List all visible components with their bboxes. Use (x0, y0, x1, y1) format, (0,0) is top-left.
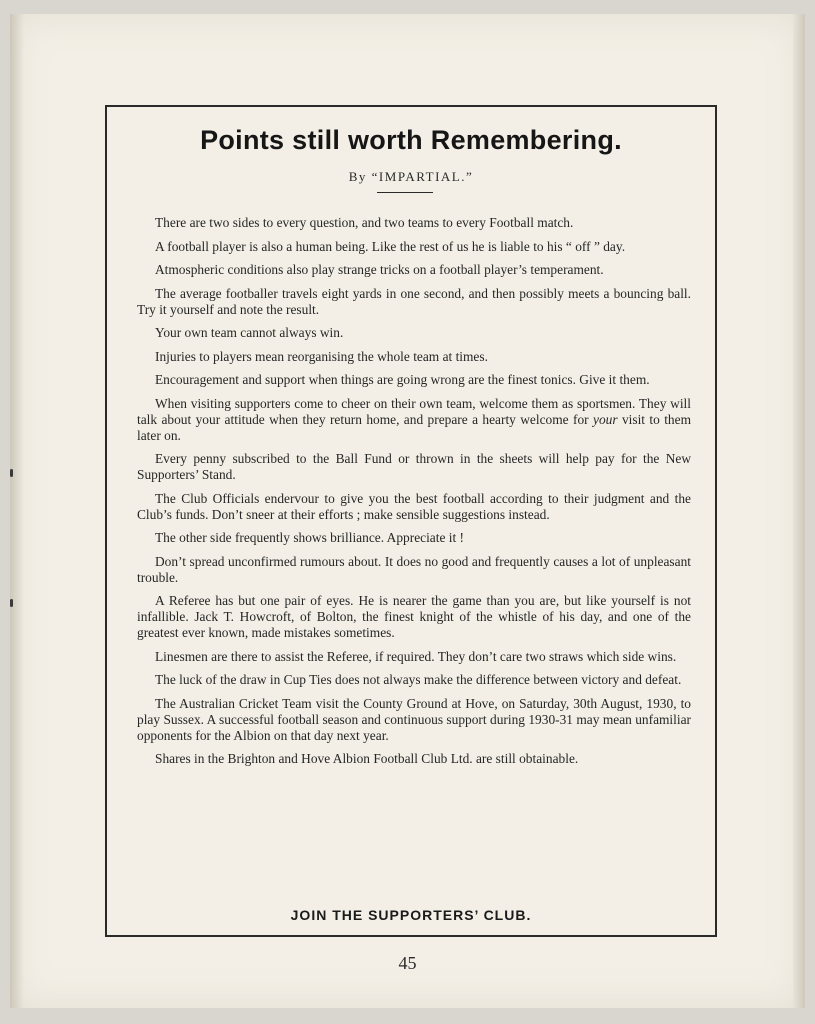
paragraph: There are two sides to every question, and two teams to every Football match. (155, 215, 574, 230)
paragraph: Shares in the Brighton and Hove Albion Football Club Ltd. are still obtainable. (155, 751, 579, 766)
paragraph: Linesmen are there to assist the Referee, if required. They don’t care two straws which side wins. (155, 648, 677, 664)
article-byline: By “IMPARTIAL.” (348, 169, 474, 184)
binding-mark (10, 599, 13, 607)
paragraph: Encouragement and support when things are going wrong are the finest tonics. Give it them. (155, 372, 650, 387)
article-title: Points still worth Remembering. (200, 125, 622, 155)
article-body (137, 215, 691, 775)
paragraph: The Club Officials endervour to give you the best football according to their judgment and the Club’s funds. Don’t sneer at their efforts ; make sensible suggestions instead. (137, 490, 691, 522)
page-edge (793, 14, 805, 1008)
paragraph: The average footballer travels eight yards in one second, and then possibly meets a bouncing ball. Try it yourself and note the result. (137, 285, 691, 317)
book-page (10, 14, 805, 1008)
paragraph-text: When visiting supporters come to cheer on their own team, welcome them as sportsmen. They will talk about your attitude when they return home, and prepare a hearty welcome for (137, 395, 691, 427)
paragraph: The Australian Cricket Team visit the County Ground at Hove, on Saturday, 30th August, 1930, to play Sussex. A successful football season and continuous support during 1930-31 may mean unfamiliar opponents for the Albion on that day next year. (137, 695, 691, 743)
paragraph: The luck of the draw in Cup Ties does not always make the difference between victory and defeat. (155, 672, 682, 687)
paragraph: Injuries to players mean reorganising the whole team at times. (155, 348, 488, 364)
article-frame (105, 105, 717, 937)
paragraph: Your own team cannot always win. (155, 325, 344, 340)
title-rule (377, 192, 433, 193)
spine-shadow (10, 14, 24, 1008)
paragraph: Atmospheric conditions also play strange tricks on a football player’s temperament. (155, 262, 604, 277)
paragraph: A football player is also a human being. Like the rest of us he is liable to his “ off ” day. (155, 238, 626, 254)
closing-slogan: JOIN THE SUPPORTERS’ CLUB. (290, 907, 532, 923)
paragraph: Don’t spread unconfirmed rumours about. It does no good and frequently causes a lot of unpleasant trouble. (137, 553, 691, 585)
paragraph: Every penny subscribed to the Ball Fund or thrown in the sheets will help pay for the New Supporters’ Stand. (137, 451, 691, 482)
binding-mark (10, 469, 13, 477)
paragraph-emphasis: your (593, 411, 618, 427)
paragraph-visiting-supporters (137, 396, 691, 444)
paragraph-text: visit to them later on. (137, 411, 691, 443)
page-number: 45 (398, 953, 417, 973)
paragraph: The other side frequently shows brilliance. Appreciate it ! (155, 530, 464, 545)
paragraph: A Referee has but one pair of eyes. He is nearer the game than you are, but like yourself is not infallible. Jack T. Howcroft, of Bolton, the finest knight of the whistle of his day, and one of the greatest ever known, made mistakes sometimes. (137, 593, 691, 640)
